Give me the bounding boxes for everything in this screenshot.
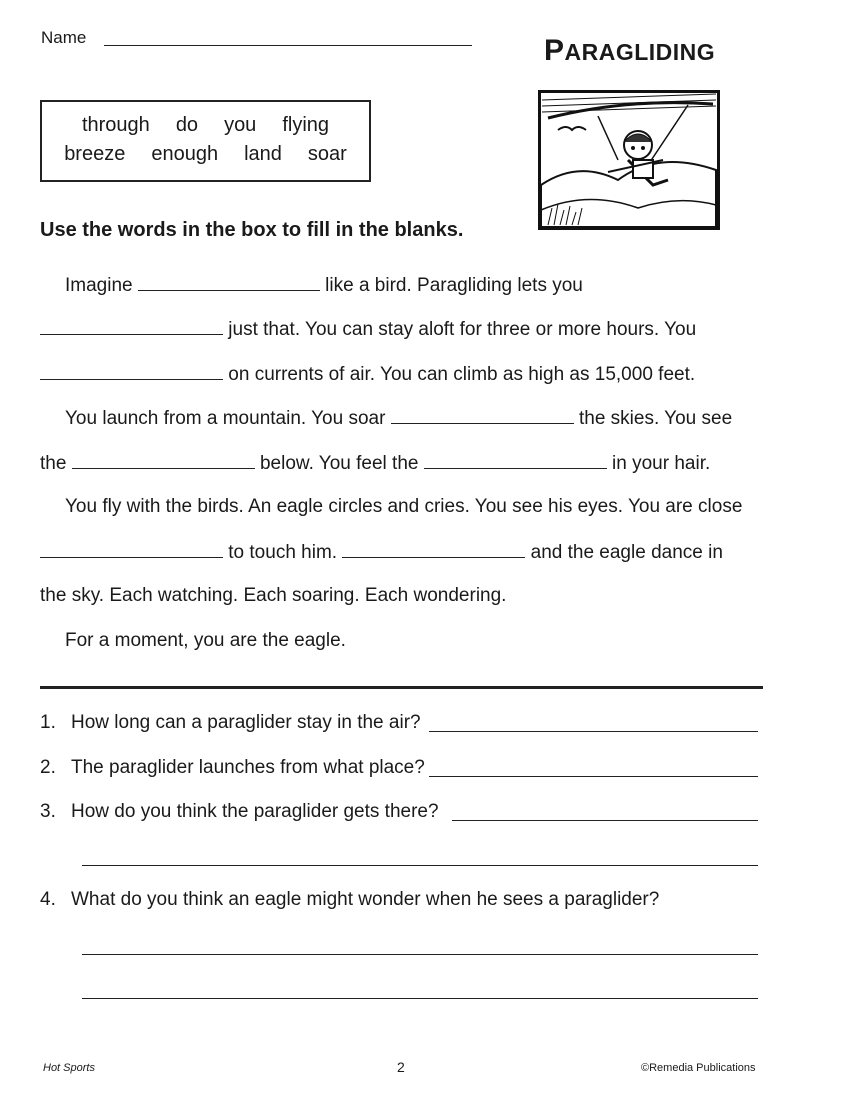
passage-text: and the eagle dance in (530, 542, 723, 563)
answer-line-4b[interactable] (82, 998, 758, 999)
word-bank-item: land (244, 143, 282, 165)
fill-blank-1[interactable] (138, 274, 320, 291)
fill-blank-5[interactable] (72, 452, 255, 469)
question-1 (40, 712, 421, 734)
passage-text: Imagine (65, 275, 133, 296)
question-number: 3. (40, 801, 56, 822)
passage-line-7 (40, 541, 723, 564)
word-bank-item: through (81, 114, 150, 136)
question-3 (40, 801, 439, 823)
word-bank-row-1 (42, 114, 369, 137)
passage-text: just that. You can stay aloft for three or more hours. You (228, 319, 697, 340)
fill-blank-7[interactable] (40, 541, 223, 558)
word-bank-box (40, 100, 371, 182)
passage-text: on currents of air. You can climb as high as 15,000 feet. (228, 364, 696, 385)
fill-blank-4[interactable] (391, 407, 574, 424)
question-4 (40, 889, 659, 911)
page-number: 2 (397, 1059, 405, 1075)
answer-line-3b[interactable] (82, 865, 758, 866)
title-rest: ARAGLIDING (564, 39, 716, 65)
question-text: The paraglider launches from what place? (71, 757, 425, 778)
passage-text: below. You feel the (259, 453, 419, 474)
page-title (544, 34, 715, 68)
question-text: How do you think the paraglider gets there? (71, 801, 439, 822)
fill-blank-8[interactable] (342, 541, 525, 558)
paraglider-illustration-icon (538, 90, 720, 230)
question-number: 2. (40, 757, 56, 778)
word-bank-item: do (175, 114, 199, 136)
passage-text: the skies. You see (578, 408, 733, 429)
word-bank-item: you (224, 114, 257, 136)
footer-book-title: Hot Sports (43, 1062, 95, 1074)
passage-text: in your hair. (612, 453, 711, 474)
footer-copyright: ©Remedia Publications (641, 1062, 756, 1074)
instructions: Use the words in the box to fill in the blanks. (40, 219, 464, 241)
passage-line-9: For a moment, you are the eagle. (65, 630, 346, 651)
passage-line-2 (40, 318, 696, 341)
answer-line-2[interactable] (429, 776, 758, 777)
fill-blank-6[interactable] (424, 452, 607, 469)
question-2 (40, 757, 425, 779)
word-bank-row-2 (42, 143, 369, 166)
passage-text: You launch from a mountain. You soar (65, 408, 386, 429)
passage-text: the (40, 453, 67, 474)
word-bank-item: flying (282, 114, 330, 136)
answer-line-1[interactable] (429, 731, 758, 732)
title-initial: P (544, 34, 565, 67)
passage-line-3 (40, 363, 695, 386)
question-number: 1. (40, 712, 56, 733)
question-number: 4. (40, 889, 56, 910)
passage-line-4 (65, 407, 732, 430)
word-bank-item: breeze (64, 143, 126, 165)
passage-text: to touch him. (228, 542, 338, 563)
answer-line-3a[interactable] (452, 820, 758, 821)
passage-text: like a bird. Paragliding lets you (325, 275, 583, 296)
section-divider (40, 686, 763, 689)
name-label: Name (41, 28, 87, 47)
fill-blank-2[interactable] (40, 318, 223, 335)
answer-line-4a[interactable] (82, 954, 758, 955)
name-field-line[interactable] (104, 45, 472, 46)
question-text: How long can a paraglider stay in the air? (71, 712, 421, 733)
passage-line-8: the sky. Each watching. Each soaring. Each wondering. (40, 585, 507, 606)
fill-blank-3[interactable] (40, 363, 223, 380)
passage-line-5 (40, 452, 710, 475)
question-text: What do you think an eagle might wonder when he sees a paraglider? (71, 889, 660, 910)
passage-line-6: You fly with the birds. An eagle circles and cries. You see his eyes. You are close (65, 496, 743, 517)
passage-line-1 (65, 274, 583, 297)
word-bank-item: soar (307, 143, 347, 165)
word-bank-item: enough (151, 143, 219, 165)
